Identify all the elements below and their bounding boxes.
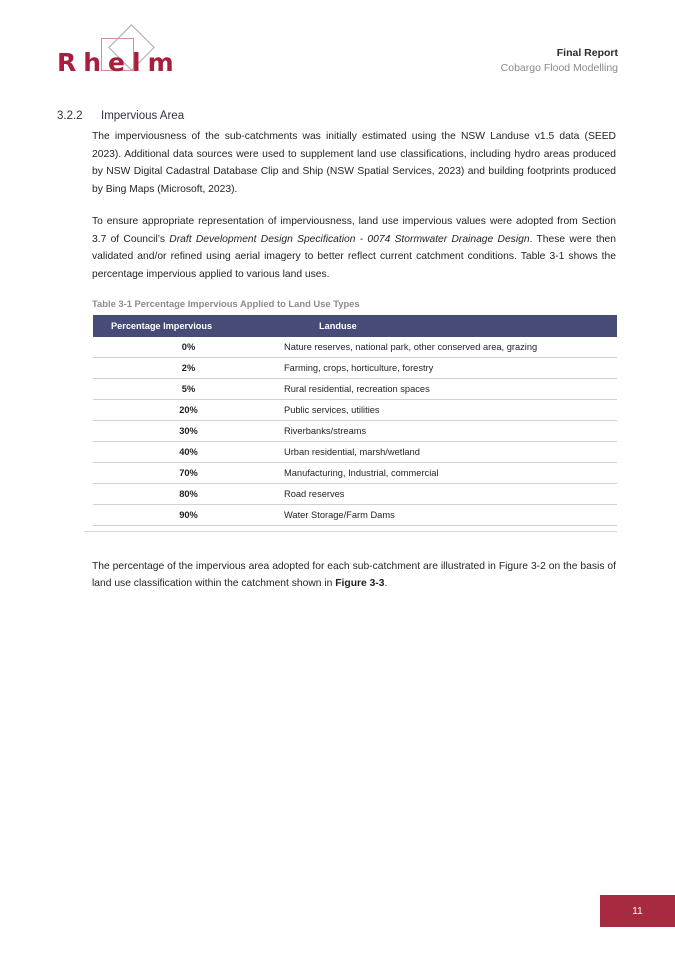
- table-header-row: [93, 315, 617, 337]
- cell-percentage: 5%: [93, 378, 284, 399]
- table-caption: Table 3-1 Percentage Impervious Applied to Land Use Types: [92, 297, 360, 309]
- cell-landuse: Rural residential, recreation spaces: [284, 378, 617, 399]
- section-title: Impervious Area: [101, 110, 185, 122]
- column-header-percentage: Percentage Impervious: [93, 315, 284, 337]
- cell-landuse: Public services, utilities: [284, 399, 617, 420]
- cell-percentage: 20%: [93, 399, 284, 420]
- cell-landuse: Manufacturing, Industrial, commercial: [284, 462, 617, 483]
- logo-wordmark: Rhelm: [57, 48, 181, 77]
- paragraph-2-text-end: . These were then validated and/or refined using aerial imagery to better reflect current catchment conditions. Table 3-1 shows the percentage impervious applied to various land uses.: [92, 233, 617, 280]
- header-text-block: [501, 46, 618, 76]
- section-heading: [57, 110, 184, 122]
- cell-percentage: 2%: [93, 357, 284, 378]
- page-header: [0, 0, 675, 96]
- cell-percentage: 80%: [93, 483, 284, 504]
- table-row: [93, 420, 617, 441]
- column-header-landuse: Landuse: [284, 315, 617, 337]
- rhelm-logo: [57, 33, 187, 83]
- header-report-subtitle: Cobargo Flood Modelling: [500, 62, 618, 75]
- paragraph-3-text-end: .: [384, 578, 388, 590]
- table-row: [93, 441, 617, 462]
- cell-percentage: 70%: [93, 462, 284, 483]
- table-row: [93, 399, 617, 420]
- table-wrapper: [92, 315, 616, 526]
- table-row: [93, 504, 617, 525]
- table-head: [93, 315, 617, 337]
- paragraph-2-text-start: To ensure appropriate representation of imperviousness, land use impervious values were adopted from Section 3.7 of Council’s: [92, 215, 616, 245]
- cell-landuse: Road reserves: [284, 483, 617, 504]
- paragraph-2-italic-title: Draft Development Design Specification - 0074 Stormwater Drainage Design: [169, 233, 530, 245]
- page-content: [92, 128, 616, 593]
- paragraph-1: The imperviousness of the sub-catchments was initially estimated using the NSW Landuse v1.5 data (SEED 2023). Additional data sources were used to supplement land use classifications, including hydro areas produced by NSW Digital Cadastral Database Clip and Ship (NSW Spatial Services, 2023) and building footprints produced by Bing Maps (Microsoft, 2023).: [92, 131, 616, 196]
- table-row: [93, 462, 617, 483]
- section-number: 3.2.2: [57, 110, 83, 122]
- table-row: [93, 337, 617, 358]
- header-report-title: Final Report: [556, 47, 618, 59]
- paragraph-3-text-start: The percentage of the impervious area adopted for each sub-catchment are illustrated in Figure 3-2 on the basis of land use classification within the catchment shown in: [92, 560, 616, 590]
- cell-percentage: 30%: [93, 420, 284, 441]
- paragraph-2: [92, 213, 616, 284]
- table-body: [93, 337, 617, 526]
- table-row: [93, 378, 617, 399]
- cell-landuse: Riverbanks/streams: [284, 420, 617, 441]
- page-number: 11: [632, 905, 643, 917]
- table-row: [93, 483, 617, 504]
- cell-percentage: 90%: [93, 504, 284, 525]
- table-row: [93, 357, 617, 378]
- cell-percentage: 0%: [93, 337, 284, 358]
- cell-landuse: Urban residential, marsh/wetland: [284, 441, 617, 462]
- paragraph-3-figure-ref: Figure 3-3: [335, 578, 385, 590]
- page-number-badge: [600, 895, 675, 927]
- cell-landuse: Farming, crops, horticulture, forestry: [284, 357, 617, 378]
- paragraph-3: [92, 558, 616, 593]
- cell-landuse: Water Storage/Farm Dams: [284, 504, 617, 525]
- cell-percentage: 40%: [93, 441, 284, 462]
- table-bottom-rule: [84, 531, 617, 532]
- cell-landuse: Nature reserves, national park, other conserved area, grazing: [284, 337, 617, 358]
- impervious-land-use-table: [93, 315, 617, 526]
